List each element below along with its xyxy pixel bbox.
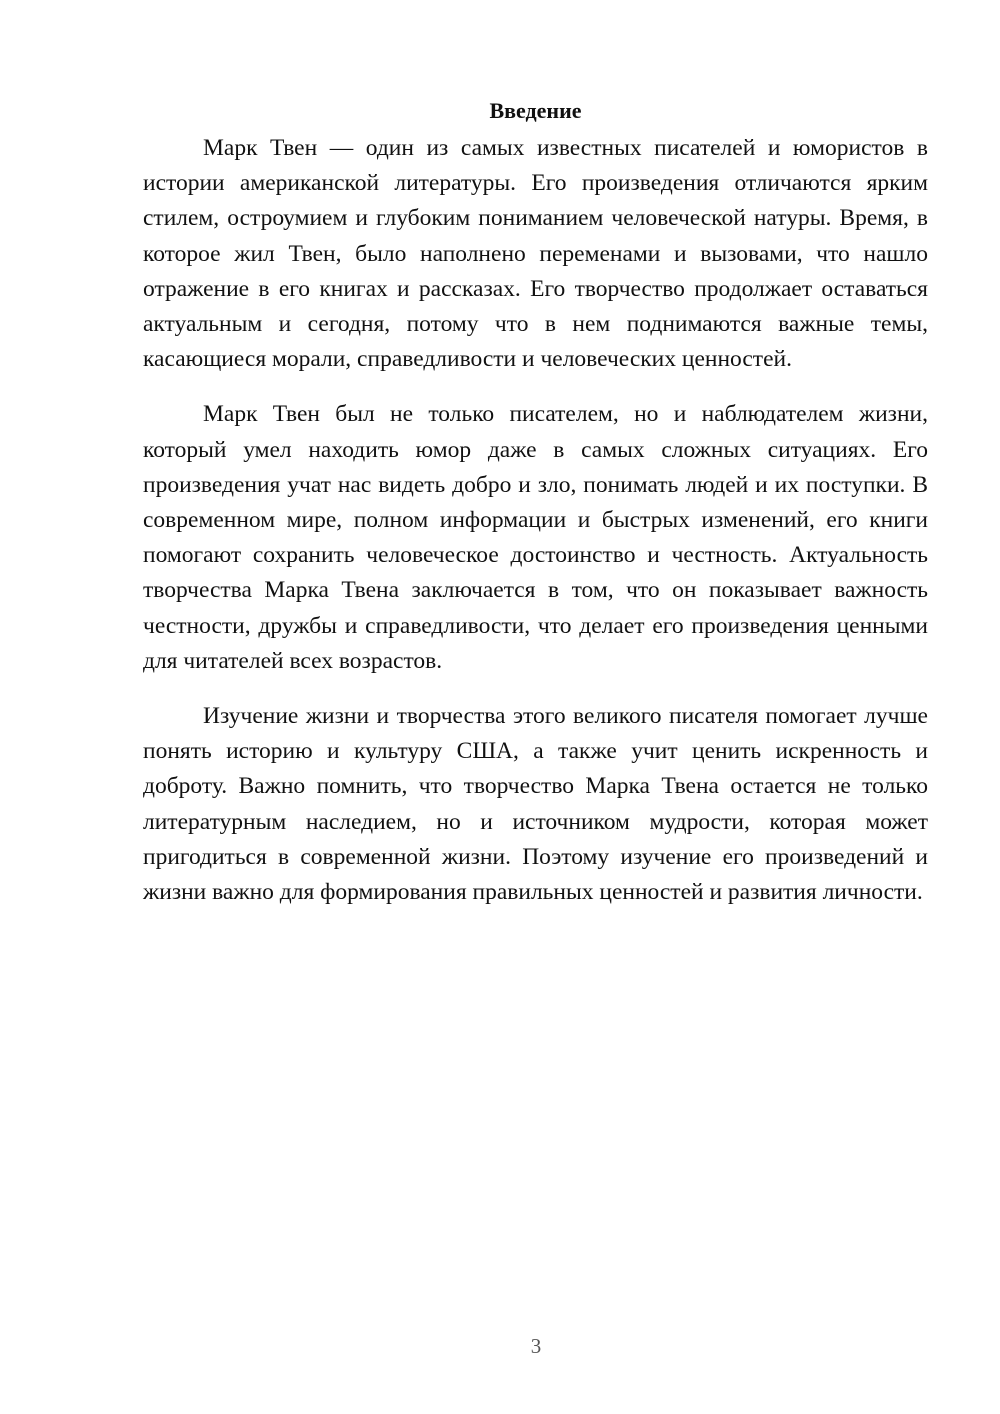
- paragraph-3: Изучение жизни и творчества этого великого писателя помогает лучше понять историю и культуру США, а также учит ценить искренность и доброту. Важно помнить, что творчество Марка Твена остается не только литературным наследием, но и источником мудрости, которая может пригодиться в современной жизни. Поэтому изучение его произведений и жизни важно для формирования правильных ценностей и развития личности.: [143, 703, 928, 906]
- page-content: [143, 94, 928, 930]
- page-number: 3: [530, 1334, 542, 1358]
- paragraph-2: Марк Твен был не только писателем, но и наблюдателем жизни, который умел находить юмор даже в самых сложных ситуациях. Его произведения учат нас видеть добро и зло, понимать людей и их поступки. В современном мире, полном информации и быстрых изменений, его книги помогают сохранить человеческое достоинство и честность. Актуальность творчества Марка Твена заключается в том, что он показывает важность честности, дружбы и справедливости, что делает его произведения ценными для читателей всех возрастов.: [143, 401, 928, 674]
- paragraph-1: Марк Твен — один из самых известных писателей и юмористов в истории американской литературы. Его произведения отличаются ярким стилем, остроумием и глубоким пониманием человеческой натуры. Время, в которое жил Твен, было наполнено переменами и вызовами, что нашло отражение в его книгах и рассказах. Его творчество продолжает оставаться актуальным и сегодня, потому что в нем поднимаются важные темы, касающиеся морали, справедливости и человеческих ценностей.: [143, 135, 928, 373]
- section-title: Введение: [489, 98, 582, 123]
